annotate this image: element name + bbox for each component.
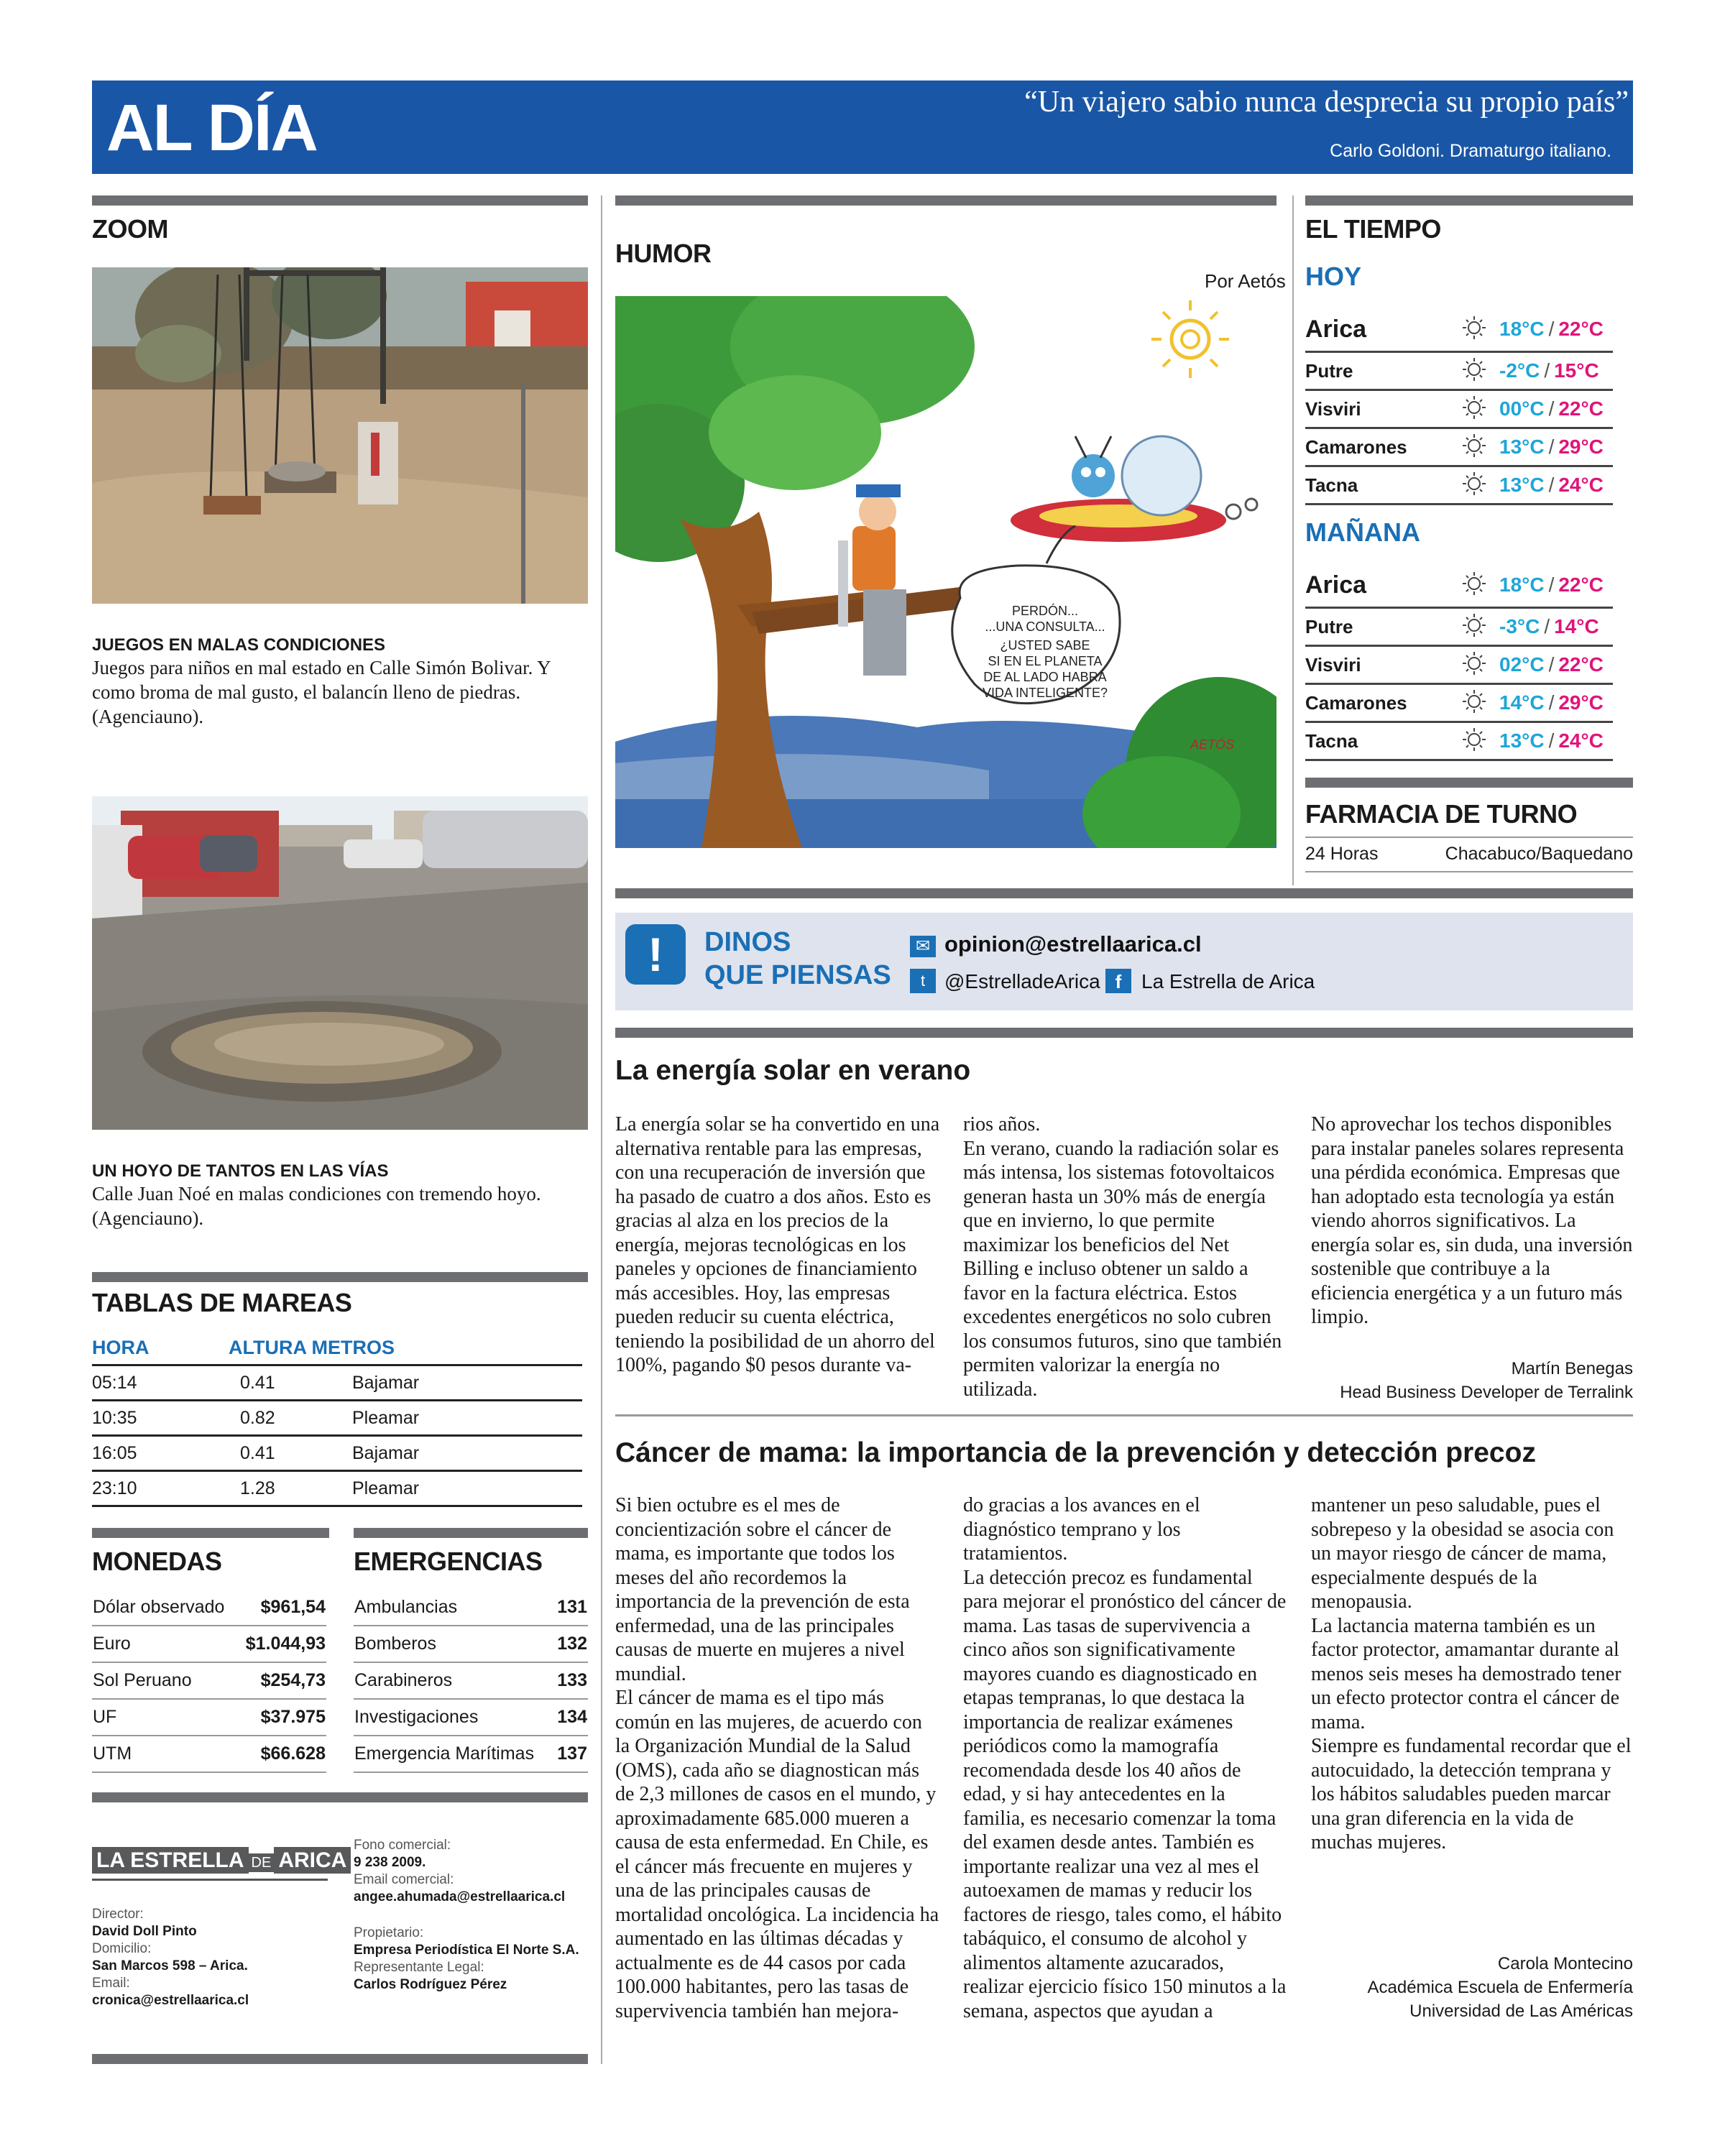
emergency-name: Ambulancias: [354, 1590, 553, 1626]
article-column: rios años. En verano, cuando la radiación solar es más intensa, los sistemas fotovoltaicos generan hasta un 30% más de energía que en invierno, lo que permite maximizar los beneficios del Net Billing e incluso obtener un saldo a favor en la factura eléctrica. Estos excedentes energéticos no solo cubren los consumos futuros, sino que también permiten valorizar la energía no utilizada.: [963, 1113, 1282, 1401]
masthead-label: Domicilio:: [92, 1941, 152, 1956]
divider-bar: [92, 2054, 588, 2064]
masthead-left: [92, 1906, 344, 2009]
weather-tomorrow-label: MAÑANA: [1305, 517, 1420, 547]
tide-height: 0.82: [240, 1401, 352, 1436]
temp-max: 22°C: [1558, 573, 1604, 596]
tide-row: [92, 1471, 582, 1506]
weather-city: Camarones: [1305, 436, 1407, 458]
weather-row: [1305, 391, 1613, 429]
currency-value: $37.975: [237, 1699, 326, 1736]
temp-min: 13°C: [1499, 729, 1545, 752]
article-column: Si bien octubre es el mes de concientización sobre el cáncer de mama, es importante que todos los meses del año recordemos la importancia de la prevención de esta enfermedad, una de las principales causas de muerte en mujeres a nivel mundial. El cáncer de mama es el tipo más común en las mujeres, de acuerdo con la Organización Mundial de la Salud (OMS), cada año se diagnostican más de 2,3 millones de casos en el mundo, y aproximadamente 685.000 mueren a causa de esta enfermedad. En Chile, es el cáncer más frecuente en mujeres y una de las principales causas de mortalidad oncológica. La incidencia ha aumentado en las últimas décadas y actualmente es de 44 casos por cada 100.000 habitantes, pero las tasas de supervivencia también han mejora-: [615, 1494, 939, 2022]
bubble-line: SI EN EL PLANETA: [988, 654, 1103, 668]
zoom-title: ZOOM: [92, 214, 168, 244]
tide-time: 23:10: [92, 1471, 240, 1506]
column-rule: [1292, 195, 1294, 885]
street-photo: [92, 796, 588, 1130]
temp-min: 00°C: [1499, 397, 1545, 420]
divider-bar: [615, 888, 1633, 898]
mail-icon: ✉: [910, 936, 936, 957]
emergency-name: Investigaciones: [354, 1699, 553, 1736]
currency-value: $961,54: [237, 1590, 326, 1626]
tides-table: [92, 1366, 582, 1507]
tide-time: 05:14: [92, 1366, 240, 1401]
photo-caption: [92, 1161, 588, 1230]
sun-icon: [1449, 355, 1499, 387]
temp-max: 24°C: [1558, 474, 1604, 496]
pharmacy-hours: 24 Horas: [1305, 844, 1379, 864]
emergency-row: [354, 1736, 588, 1772]
tides-col-hour: HORA: [92, 1337, 150, 1358]
bubble-line: VIDA INTELIGENTE?: [982, 686, 1108, 700]
masthead-value: 9 238 2009.: [354, 1855, 426, 1870]
article-column: No aprovechar los techos disponibles para instalar paneles solares representa una pérdida económica. Empresas que han adoptado esta tecnología ya están viendo ahorros significativos. La energía solar es, sin duda, una inversión sostenible que contribuye a la eficiencia energética y a un futuro más limpio.: [1311, 1113, 1633, 1328]
logo-part: ARICA: [274, 1847, 351, 1874]
section-title: AL DÍA: [106, 91, 317, 165]
temp-separator: /: [1548, 691, 1555, 714]
tide-type: Bajamar: [352, 1436, 582, 1471]
temp-max: 22°C: [1558, 318, 1604, 340]
logo-part: DE: [249, 1853, 275, 1872]
tides-col-height: ALTURA METROS: [229, 1337, 395, 1358]
playground-photo: [92, 267, 588, 604]
currency-value: $66.628: [237, 1736, 326, 1772]
tides-header: [92, 1334, 582, 1366]
weather-today-list: [1305, 308, 1613, 505]
opinion-title-line: DINOS: [704, 927, 791, 957]
masthead-value: angee.ahumada@estrellaarica.cl: [354, 1889, 566, 1904]
weather-row: [1305, 429, 1613, 467]
currency-row: [92, 1626, 326, 1662]
emergencies-title: EMERGENCIAS: [354, 1547, 543, 1576]
bubble-line: ...UNA CONSULTA...: [985, 619, 1105, 634]
weather-city: Visviri: [1305, 397, 1361, 420]
opinion-title: [704, 926, 891, 992]
weather-city: Visviri: [1305, 653, 1361, 676]
emergency-number: 137: [553, 1736, 588, 1772]
currency-row: [92, 1662, 326, 1699]
sun-icon: [1449, 313, 1499, 346]
divider-bar: [92, 195, 588, 206]
weather-row: [1305, 723, 1613, 761]
divider-bar: [92, 1528, 329, 1538]
tide-type: Bajamar: [352, 1366, 582, 1401]
divider-bar: [615, 195, 1276, 206]
tide-height: 1.28: [240, 1471, 352, 1506]
divider-bar: [1305, 778, 1633, 788]
temp-max: 29°C: [1558, 436, 1604, 458]
emergency-name: Emergencia Marítimas: [354, 1736, 553, 1772]
pharmacy-location: Chacabuco/Baquedano: [1445, 844, 1633, 864]
twitter-link[interactable]: @EstrelladeArica: [944, 970, 1100, 992]
currency-row: [92, 1699, 326, 1736]
emergency-number: 131: [553, 1590, 588, 1626]
emergency-row: [354, 1662, 588, 1699]
temp-max: 15°C: [1554, 359, 1599, 382]
tide-row: [92, 1401, 582, 1436]
author-role: Académica Escuela de Enfermería: [1367, 1978, 1633, 1997]
weather-row: [1305, 685, 1613, 723]
masthead-right: [354, 1837, 591, 1994]
article-signature: [1311, 1952, 1633, 2023]
currencies-title: MONEDAS: [92, 1547, 222, 1576]
tide-time: 16:05: [92, 1436, 240, 1471]
weather-city: Putre: [1305, 359, 1353, 382]
facebook-link[interactable]: La Estrella de Arica: [1141, 970, 1315, 992]
weather-city: Arica: [1305, 315, 1367, 343]
article-column: La energía solar se ha convertido en una alternativa rentable para las empresas, con una recuperación de inversión que ha pasado de cuatro a dos años. Esto es gracias al alza en los precios de la energía, mejoras tecnológicas en los paneles y opciones de financiamiento más accesibles. Hoy, las empresas pueden reducir su cuenta eléctrica, teniendo la posibilidad de un ahorro del 100%, pagando $0 pesos durante va-: [615, 1113, 940, 1376]
tide-type: Pleamar: [352, 1471, 582, 1506]
divider-bar: [92, 1272, 588, 1282]
temp-min: 14°C: [1499, 691, 1545, 714]
temp-min: 13°C: [1499, 436, 1545, 458]
tide-time: 10:35: [92, 1401, 240, 1436]
masthead-value: David Doll Pinto: [92, 1924, 197, 1939]
temp-separator: /: [1548, 653, 1555, 676]
currency-name: Dólar observado: [92, 1590, 237, 1626]
article-title: Cáncer de mama: la importancia de la prevención y detección precoz: [615, 1437, 1536, 1468]
sun-icon: [1449, 611, 1499, 643]
column-rule: [601, 195, 602, 2064]
masthead-label: Representante Legal:: [354, 1960, 484, 1975]
masthead-value: cronica@estrellaarica.cl: [92, 1993, 249, 2008]
weather-city: Arica: [1305, 571, 1367, 599]
temp-separator: /: [1548, 729, 1555, 752]
sun-icon: [1449, 569, 1499, 602]
photo-caption: [92, 635, 588, 729]
bubble-line: PERDÓN...: [1011, 604, 1079, 618]
sun-icon: [1449, 431, 1499, 464]
masthead-label: Propietario:: [354, 1925, 424, 1940]
caption-text: Calle Juan Noé en malas condiciones con tremendo hoyo. (Agenciauno).: [92, 1183, 541, 1229]
article-title: La energía solar en verano: [615, 1055, 971, 1086]
emergency-row: [354, 1590, 588, 1626]
sun-icon: [1449, 687, 1499, 719]
caption-title: JUEGOS EN MALAS CONDICIONES: [92, 635, 386, 655]
currency-row: [92, 1736, 326, 1772]
tide-height: 0.41: [240, 1436, 352, 1471]
emergency-row: [354, 1699, 588, 1736]
masthead-value: San Marcos 598 – Arica.: [92, 1958, 248, 1973]
emergencies-table: [354, 1590, 588, 1773]
tide-height: 0.41: [240, 1366, 352, 1401]
weather-city: Tacna: [1305, 474, 1358, 496]
temp-min: 18°C: [1499, 573, 1545, 596]
humor-cartoon: [615, 296, 1276, 848]
tide-row: [92, 1366, 582, 1401]
emergency-number: 133: [553, 1662, 588, 1699]
cartoon-credit: Por Aetós: [1205, 270, 1286, 292]
divider-bar: [615, 1028, 1633, 1038]
tide-row: [92, 1436, 582, 1471]
temp-separator: /: [1548, 318, 1555, 340]
divider-bar: [354, 1528, 588, 1538]
currency-name: Euro: [92, 1626, 237, 1662]
opinion-title-line: QUE PIENSAS: [704, 960, 891, 990]
masthead-label: Director:: [92, 1907, 144, 1922]
article-column: do gracias a los avances en el diagnóstico temprano y los tratamientos. La detección precoz es fundamental para mejorar el pronóstico del cáncer de mama. Las tasas de supervivencia a cinco años son significativamente mayores cuando es diagnosticado en etapas tempranas, lo que destaca la importancia de realizar exámenes periódicos como la mamografía recomendada desde los 40 años de edad, y si hay antecedentes en la familia, es necesario comenzar la toma del examen desde antes. También es importante realizar una vez al mes el autoexamen de mamas y reducir los factores de riesgo, tales como, el hábito tabáquico, el consumo de alcohol y alimentos altamente azucarados, realizar ejercicio físico 150 minutos a la semana, aspectos que ayudan a: [963, 1494, 1287, 2022]
weather-today-label: HOY: [1305, 262, 1362, 291]
weather-tomorrow-list: [1305, 563, 1613, 761]
weather-row: [1305, 353, 1613, 391]
sun-icon: [1449, 725, 1499, 757]
author-role: Head Business Developer de Terralink: [1340, 1383, 1633, 1402]
author-name: Carola Montecino: [1497, 1954, 1633, 1973]
author-name: Martín Benegas: [1511, 1359, 1633, 1378]
temp-max: 29°C: [1558, 691, 1604, 714]
opinion-email-link[interactable]: opinion@estrellaarica.cl: [944, 931, 1202, 957]
weather-row: [1305, 563, 1613, 609]
divider-bar: [1305, 195, 1633, 206]
quote-author: Carlo Goldoni. Dramaturgo italiano.: [1330, 141, 1611, 161]
emergency-row: [354, 1626, 588, 1662]
currency-row: [92, 1590, 326, 1626]
emergency-number: 132: [553, 1626, 588, 1662]
logo-part: LA ESTRELLA: [92, 1847, 249, 1874]
temp-min: -2°C: [1499, 359, 1540, 382]
bubble-line: ¿USTED SABE: [1000, 638, 1090, 653]
temp-min: 02°C: [1499, 653, 1545, 676]
author-university: Universidad de Las Américas: [1409, 2001, 1633, 2021]
temp-max: 22°C: [1558, 653, 1604, 676]
cartoon-signature: AETÓS: [1190, 737, 1235, 752]
weather-row: [1305, 308, 1613, 353]
temp-min: 13°C: [1499, 474, 1545, 496]
temp-max: 22°C: [1558, 397, 1604, 420]
currency-value: $254,73: [237, 1662, 326, 1699]
currency-name: UF: [92, 1699, 237, 1736]
section-header: [92, 80, 1633, 174]
temp-max: 14°C: [1554, 615, 1599, 637]
temp-min: -3°C: [1499, 615, 1540, 637]
header-quote: “Un viajero sabio nunca desprecia su propio país”: [1024, 86, 1629, 119]
temp-separator: /: [1548, 397, 1555, 420]
masthead-label: Email:: [92, 1976, 130, 1991]
sun-icon: [1449, 469, 1499, 502]
exclamation-icon: !: [625, 924, 686, 985]
pharmacy-row: [1305, 837, 1633, 872]
temp-separator: /: [1544, 615, 1550, 637]
humor-title: HUMOR: [615, 239, 712, 268]
emergency-number: 134: [553, 1699, 588, 1736]
masthead-label: Email comercial:: [354, 1872, 454, 1887]
temp-separator: /: [1548, 436, 1555, 458]
weather-row: [1305, 647, 1613, 685]
weather-title: EL TIEMPO: [1305, 214, 1441, 244]
article-rule: [615, 1414, 1633, 1416]
twitter-icon: t: [910, 969, 936, 993]
caption-title: UN HOYO DE TANTOS EN LAS VÍAS: [92, 1161, 389, 1181]
pharmacy-title: FARMACIA DE TURNO: [1305, 799, 1578, 829]
opinion-box: [615, 913, 1633, 1010]
emergency-name: Bomberos: [354, 1626, 553, 1662]
bubble-line: DE AL LADO HABRÁ: [983, 670, 1107, 684]
tide-type: Pleamar: [352, 1401, 582, 1436]
temp-separator: /: [1548, 474, 1555, 496]
article-signature: [1311, 1357, 1633, 1404]
facebook-icon: f: [1105, 969, 1131, 993]
temp-max: 24°C: [1558, 729, 1604, 752]
tides-title: TABLAS DE MAREAS: [92, 1288, 352, 1317]
currencies-table: [92, 1590, 326, 1773]
weather-row: [1305, 609, 1613, 647]
divider-bar: [92, 1792, 588, 1802]
temp-min: 18°C: [1499, 318, 1545, 340]
weather-city: Tacna: [1305, 729, 1358, 752]
currency-name: UTM: [92, 1736, 237, 1772]
currency-name: Sol Peruano: [92, 1662, 237, 1699]
newspaper-logo: [92, 1848, 347, 1881]
sun-icon: [1449, 393, 1499, 425]
masthead-label: Fono comercial:: [354, 1838, 451, 1853]
emergency-name: Carabineros: [354, 1662, 553, 1699]
weather-row: [1305, 467, 1613, 505]
caption-text: Juegos para niños en mal estado en Calle Simón Bolivar. Y como broma de mal gusto, el balancín lleno de piedras. (Agenciauno).: [92, 657, 551, 727]
masthead-value: Empresa Periodística El Norte S.A.: [354, 1943, 579, 1958]
article-column: mantener un peso saludable, pues el sobrepeso y la obesidad se asocia con un mayor riesgo de cáncer de mama, especialmente después de la menopausia. La lactancia materna también es un factor protector, amamantar durante al menos seis meses ha demostrado tener un efecto protector contra el cáncer de mama. Siempre es fundamental recordar que el autocuidado, la detección temprana y los hábitos saludables pueden marcar una gran diferencia en la vida de muchas mujeres.: [1311, 1494, 1632, 1853]
weather-city: Camarones: [1305, 691, 1407, 714]
sun-icon: [1449, 649, 1499, 681]
weather-city: Putre: [1305, 615, 1353, 637]
temp-separator: /: [1548, 573, 1555, 596]
currency-value: $1.044,93: [237, 1626, 326, 1662]
masthead-value: Carlos Rodríguez Pérez: [354, 1977, 507, 1992]
temp-separator: /: [1544, 359, 1550, 382]
